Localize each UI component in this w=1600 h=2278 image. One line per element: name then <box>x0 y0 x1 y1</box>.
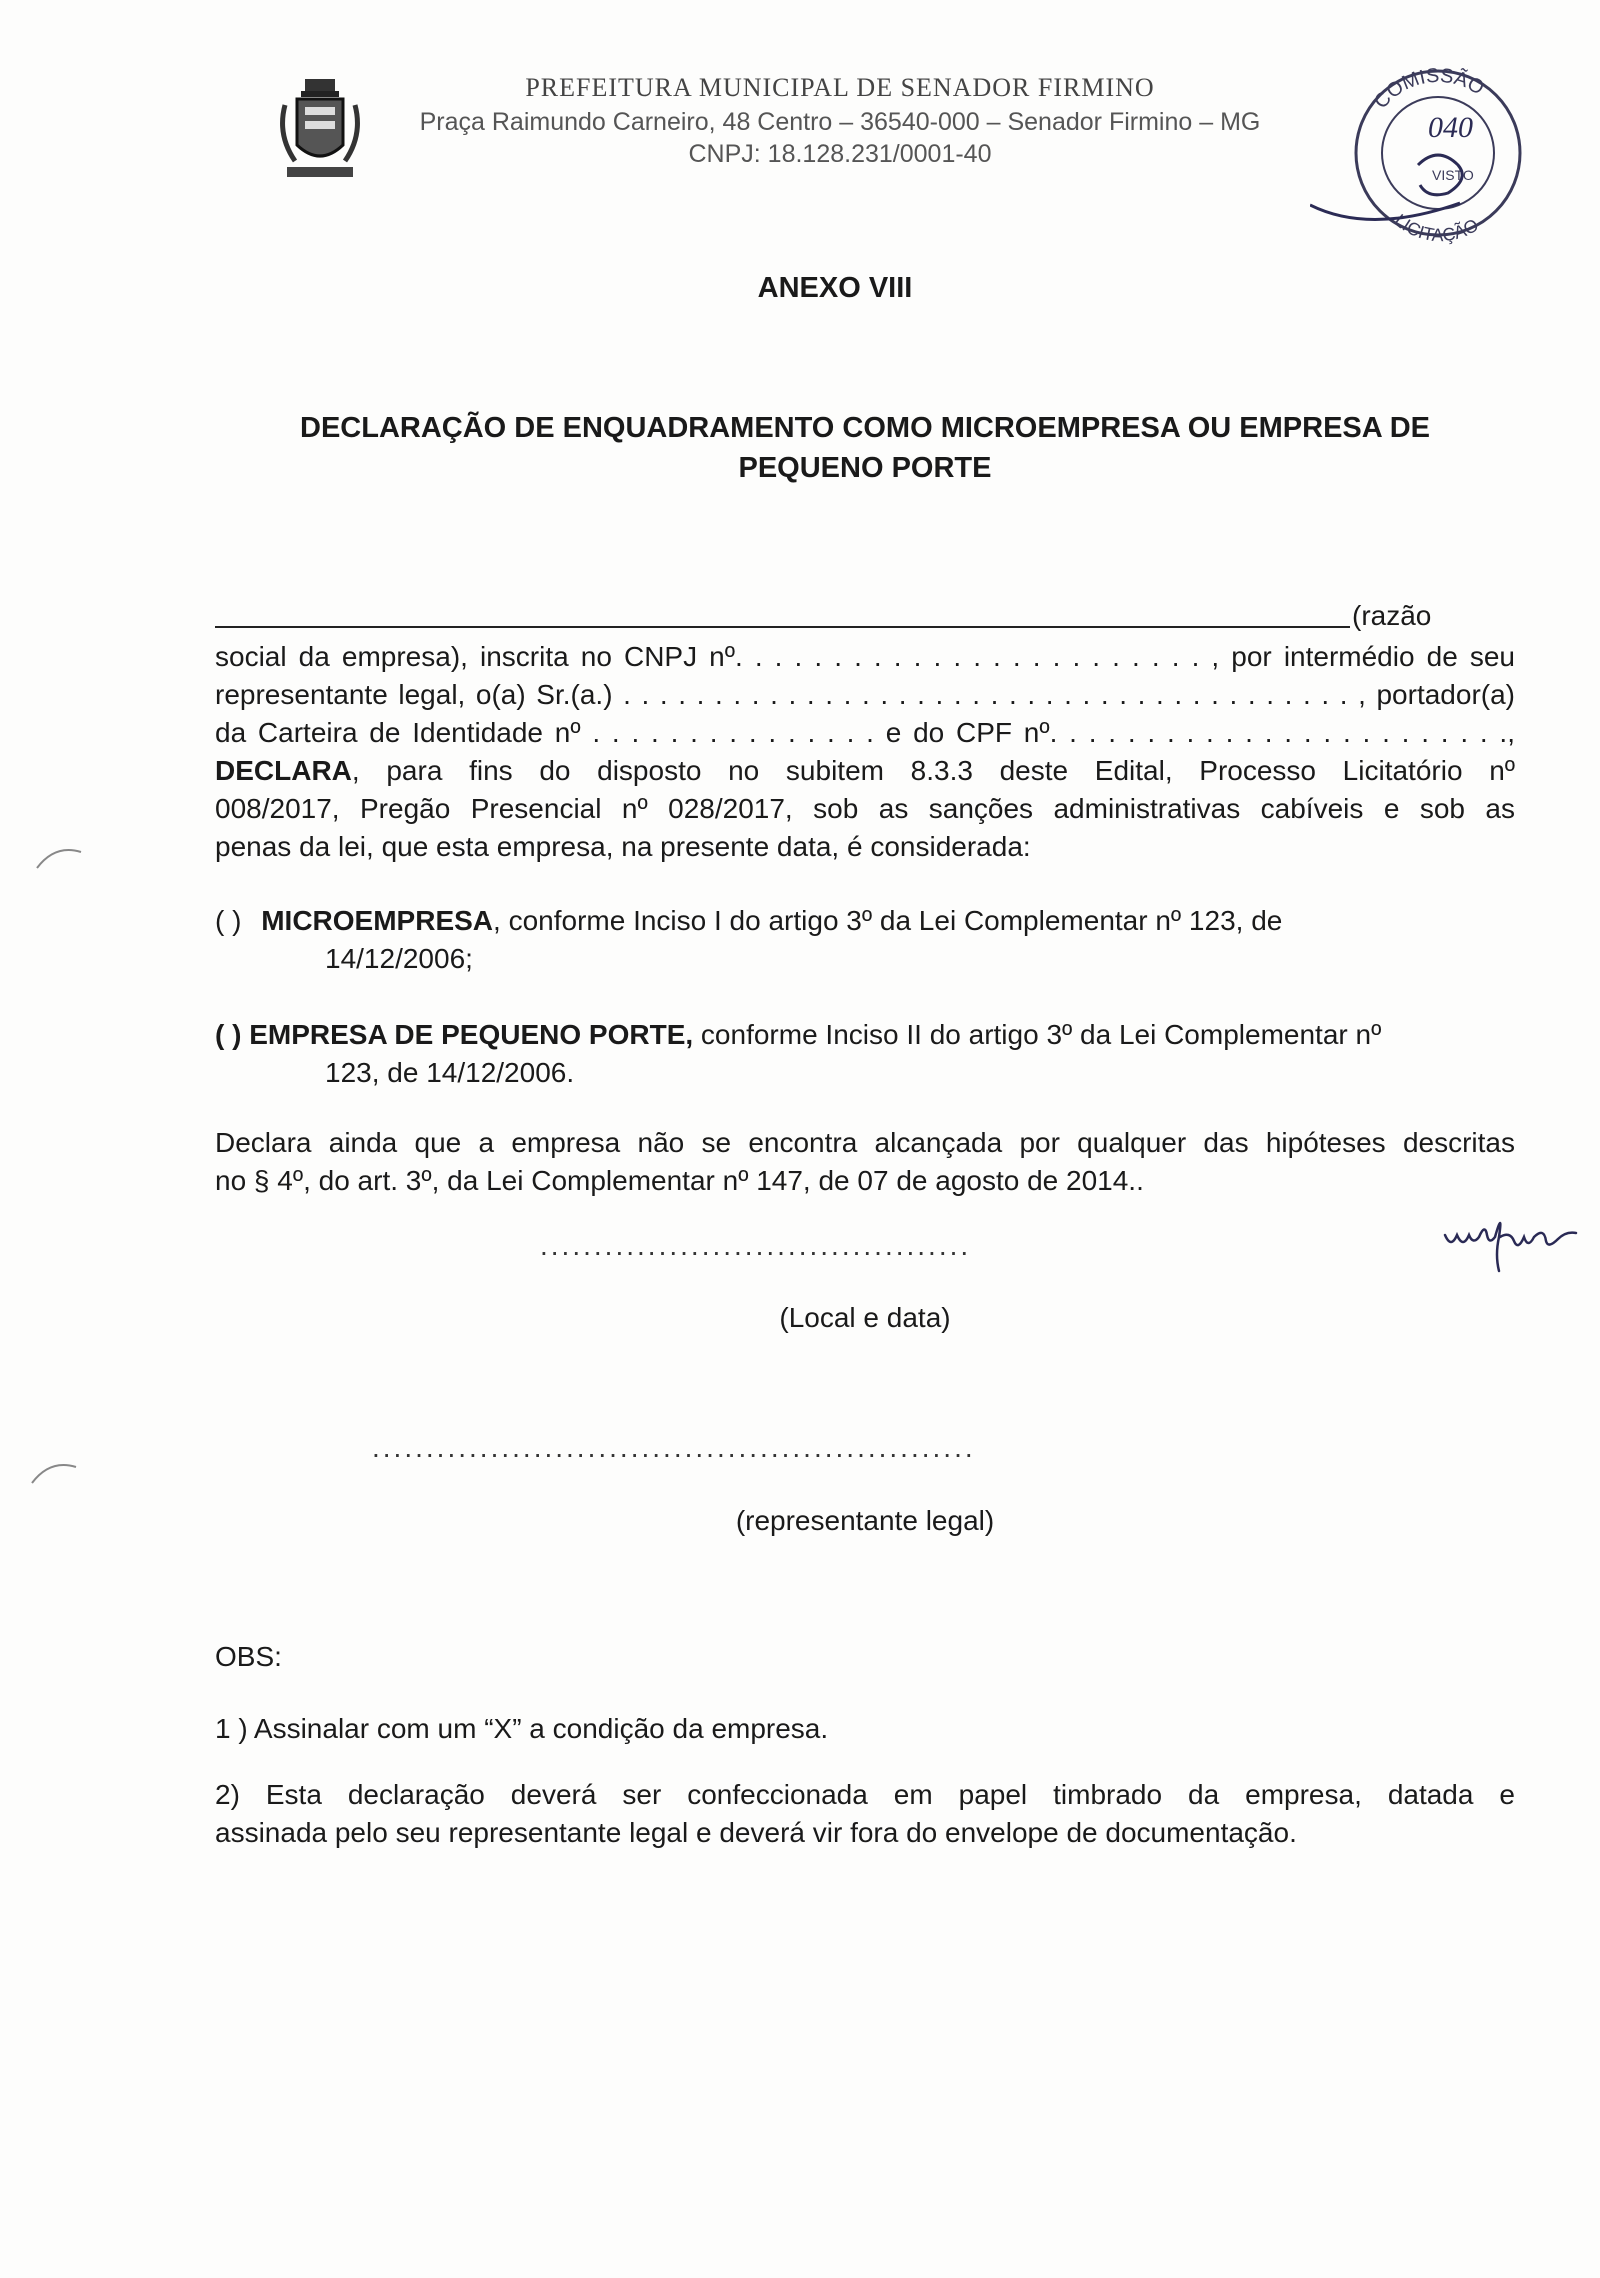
body-line-penalties: penas da lei, que esta empresa, na presente data, é considerada: <box>215 831 1031 862</box>
commission-stamp <box>1310 55 1560 245</box>
local-date-label: (Local e data) <box>779 1302 951 1333</box>
razao-label: (razão <box>1352 600 1432 631</box>
stamp-top-text: COMISSÃO <box>1370 64 1488 114</box>
scan-mark-icon <box>35 840 85 870</box>
option-checkbox[interactable]: ( ) <box>215 905 242 936</box>
option-checkbox[interactable]: ( ) <box>215 1019 242 1050</box>
option-label: EMPRESA DE PEQUENO PORTE, <box>249 1019 694 1050</box>
legal-representative-blank[interactable]: ........................................................ <box>372 1432 976 1463</box>
header-address: Praça Raimundo Carneiro, 48 Centro – 36540-000 – Senador Firmino – MG <box>419 108 1261 136</box>
annex-title: ANEXO VIII <box>757 272 913 304</box>
svg-text:LICITAÇÃO <box>1391 210 1482 245</box>
stamp-bottom-text: LICITAÇÃO <box>1390 210 1482 245</box>
final-declaration-line1: Declara ainda que a empresa não se encontra alcançada por qualquer das hipóteses descritas <box>215 1127 1515 1158</box>
legal-representative-label: (representante legal) <box>735 1505 995 1536</box>
option-text: , conforme Inciso I do artigo 3º da Lei Complementar nº 123, de <box>493 905 1283 936</box>
obs-item-2-line2: assinada pelo seu representante legal e deverá vir fora do envelope de documentação. <box>215 1817 1297 1848</box>
body-line-representative: representante legal, o(a) Sr.(a.) . . . . . . . . . . . . . . . . . . . . . . . . . . . . . . . . . . . . . . . . , portador(a) <box>215 679 1515 710</box>
handwritten-initials-icon <box>1440 1205 1590 1275</box>
stamp-visto: VISTO <box>1432 167 1474 183</box>
option-label: MICROEMPRESA <box>261 905 494 936</box>
local-date-blank[interactable]: ........................................ <box>540 1230 972 1261</box>
body-line-process: 008/2017, Pregão Presencial nº 028/2017, sob as sanções administrativas cabíveis e sob as <box>215 793 1515 824</box>
body-line-declara <box>215 752 1515 789</box>
option-empresa-pequeno-porte[interactable] <box>215 1016 1515 1092</box>
scan-mark-icon <box>30 1455 80 1485</box>
company-name-blank[interactable] <box>215 626 1350 628</box>
stamp-number: 040 <box>1428 111 1473 144</box>
obs-label: OBS: <box>215 1641 282 1672</box>
option-text: conforme Inciso II do artigo 3º da Lei Complementar nº <box>693 1019 1382 1050</box>
header-municipality: PREFEITURA MUNICIPAL DE SENADOR FIRMINO <box>525 73 1155 102</box>
obs-item-1: 1 ) Assinalar com um “X” a condição da empresa. <box>215 1713 829 1744</box>
declara-word: DECLARA <box>215 755 352 786</box>
header-cnpj: CNPJ: 18.128.231/0001-40 <box>688 140 992 168</box>
option-continuation: 123, de 14/12/2006. <box>325 1057 575 1088</box>
body-line-identity: da Carteira de Identidade nº . . . . . . . . . . . . . . . e do CPF nº. . . . . . . . . . . . . . . . . . . . . . . ., <box>215 717 1515 748</box>
body-line-cnpj: social da empresa), inscrita no CNPJ nº. . . . . . . . . . . . . . . . . . . . . . . . , por intermédio de seu <box>215 641 1515 672</box>
declara-rest: , para fins do disposto no subitem 8.3.3 deste Edital, Processo Licitatório nº <box>351 755 1515 786</box>
option-microempresa[interactable] <box>215 902 1515 978</box>
final-declaration-line2: no § 4º, do art. 3º, da Lei Complementar nº 147, de 07 de agosto de 2014.. <box>215 1165 1144 1196</box>
svg-text:COMISSÃO <box>1370 65 1488 113</box>
obs-item-2-line1: 2) Esta declaração deverá ser confeccionada em papel timbrado da empresa, datada e <box>215 1779 1515 1810</box>
option-continuation: 14/12/2006; <box>325 943 473 974</box>
declaration-title: DECLARAÇÃO DE ENQUADRAMENTO COMO MICROEMPRESA OU EMPRESA DE PEQUENO PORTE <box>300 412 1430 484</box>
